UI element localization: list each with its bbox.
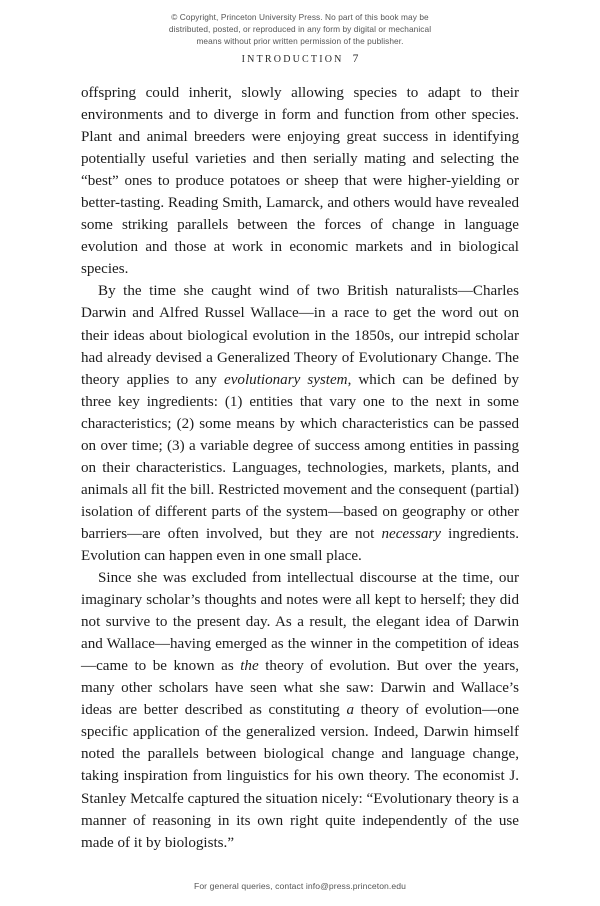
copyright-line-1: © Copyright, Princeton University Press. No part of this book may be [171,12,429,22]
running-head-label: INTRODUCTION [241,54,344,65]
page-number: 7 [352,53,359,65]
paragraph-2: By the time she caught wind of two British naturalists—Charles Darwin and Alfred Russel Wallace—in a race to get the word out on their ideas about biological evolution in the 1850s, our intrepid scholar had already devised a Generalized Theory of Evolutionary Change. The theory applies to any evolutionary system, which can be defined by three key ingredients: (1) entities that vary one to the next in some characteristics; (2) some means by which characteristics can be passed on over time; (3) a variable degree of success among entities in passing on their characteristics. Languages, technologies, markets, plants, and animals all fit the bill. Restricted movement and the consequent (partial) isolation of different parts of the system—based on geography or other barriers—are often involved, but they are not necessary ingredients. Evolution can happen even in one small place. [81,283,519,564]
copyright-line-3: means without prior written permission of the publisher. [196,36,404,47]
copyright-line-2: distributed, posted, or reproduced in any form by digital or mechanical [168,24,432,35]
body-text-block [81,82,519,854]
copyright-notice [0,11,600,48]
running-head [0,53,600,65]
paragraph-3: Since she was excluded from intellectual discourse at the time, our imaginary scholar’s thoughts and notes were all kept to herself; they did not survive to the present day. As a result, the elegant idea of Darwin and Wallace—having emerged as the winner in the competition of ideas—came to be known as the theory of evolution. But over the years, many other scholars have seen what she saw: Darwin and Wallace’s ideas are better described as constituting a theory of evolution—one specific application of the generalized version. Indeed, Darwin himself noted the parallels between biological change and language change, taking inspiration from linguistics for his own theory. The economist J. Stanley Metcalfe captured the situation nicely: “Evolutionary theory is a manner of reasoning in its own right quite independently of the use made of it by biologists.” [81,570,519,851]
page-footer: For general queries, contact info@press.princeton.edu [193,881,406,891]
paragraph-1: offspring could inherit, slowly allowing species to adapt to their environments and to diverge in form and function from other species. Plant and animal breeders were enjoying great success in identifying potentially useful varieties and then serially mating and selecting the “best” ones to produce potatoes or sheep that were higher-yielding or better-tasting. Reading Smith, Lamarck, and others would have revealed some striking parallels between the forces of change in language evolution and those at work in economic markets and in biological species. [81,85,519,278]
